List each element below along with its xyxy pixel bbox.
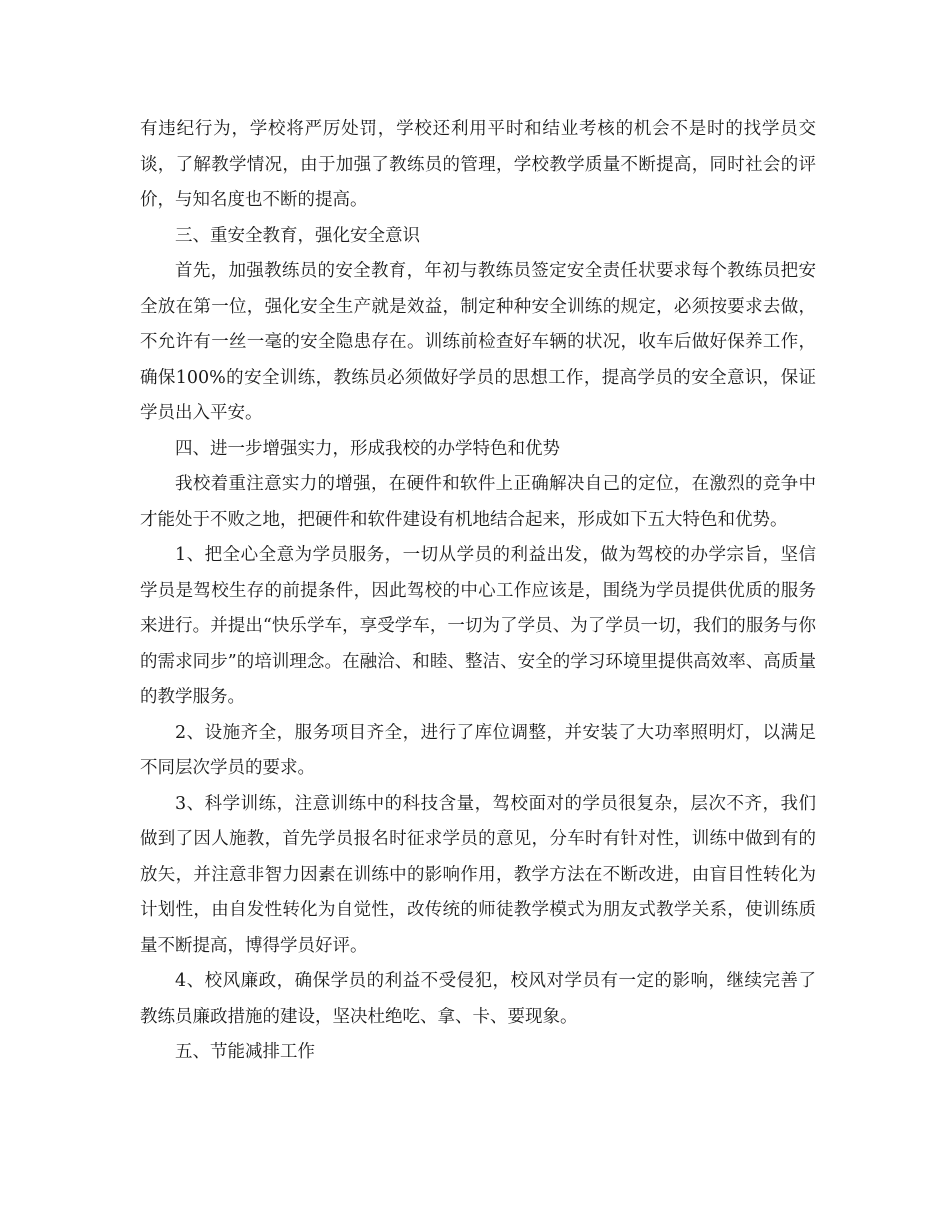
list-item-1: 1、把全心全意为学员服务，一切从学员的利益出发，做为驾校的办学宗旨，坚信学员是驾校生存的前提条件，因此驾校的中心工作应该是，围绕为学员提供优质的服务来进行。并提出“快乐学车，享受学车，一切为了学员、为了学员一切，我们的服务与你的需求同步”的培训理念。在融洽、和睦、整洁、安全的学习环境里提供高效率、高质量的教学服务。	[140, 545, 816, 707]
section-heading-4: 四、进一步增强实力，形成我校的办学特色和优势	[175, 438, 560, 459]
section-heading-5: 五、节能减排工作	[175, 1042, 315, 1062]
paragraph-safety-education: 首先，加强教练员的安全教育，年初与教练员签定安全责任状要求每个教练员把安全放在第一位，强化安全生产就是效益，制定种种安全训练的规定，必须按要求去做，不允许有一丝一毫的安全隐患存在。训练前检查好车辆的状况，收车后做好保养工作，确保100%的安全训练，教练员必须做好学员的思想工作，提高学员的安全意识，保证学员出入平安。	[140, 261, 816, 423]
paragraph-continued: 有违纪行为，学校将严厉处罚，学校还利用平时和结业考核的机会不是时的找学员交谈，了解教学情况，由于加强了教练员的管理，学校教学质量不断提高，同时社会的评价，与知名度也不断的提高。	[140, 119, 816, 210]
list-item-2: 2、设施齐全，服务项目齐全，进行了库位调整，并安装了大功率照明灯，以满足不同层次学员的要求。	[140, 722, 816, 778]
section-heading-3: 三、重安全教育，强化安全意识	[175, 225, 420, 246]
paragraph-strength-intro: 我校着重注意实力的增强，在硬件和软件上正确解决自己的定位，在激烈的竞争中才能处于不败之地，把硬件和软件建设有机地结合起来，形成如下五大特色和优势。	[140, 474, 816, 530]
document-body	[140, 112, 816, 1071]
list-item-4: 4、校风廉政，确保学员的利益不受侵犯，校风对学员有一定的影响，继续完善了教练员廉政措施的建设，坚决杜绝吃、拿、卡、要现象。	[140, 971, 816, 1027]
list-item-3: 3、科学训练，注意训练中的科技含量，驾校面对的学员很复杂，层次不齐，我们做到了因人施教，首先学员报名时征求学员的意见，分车时有针对性，训练中做到有的放矢，并注意非智力因素在训练中的影响作用，教学方法在不断改进，由盲目性转化为计划性，由自发性转化为自觉性，改传统的师徒教学模式为朋友式教学关系，使训练质量不断提高，博得学员好评。	[140, 793, 816, 956]
